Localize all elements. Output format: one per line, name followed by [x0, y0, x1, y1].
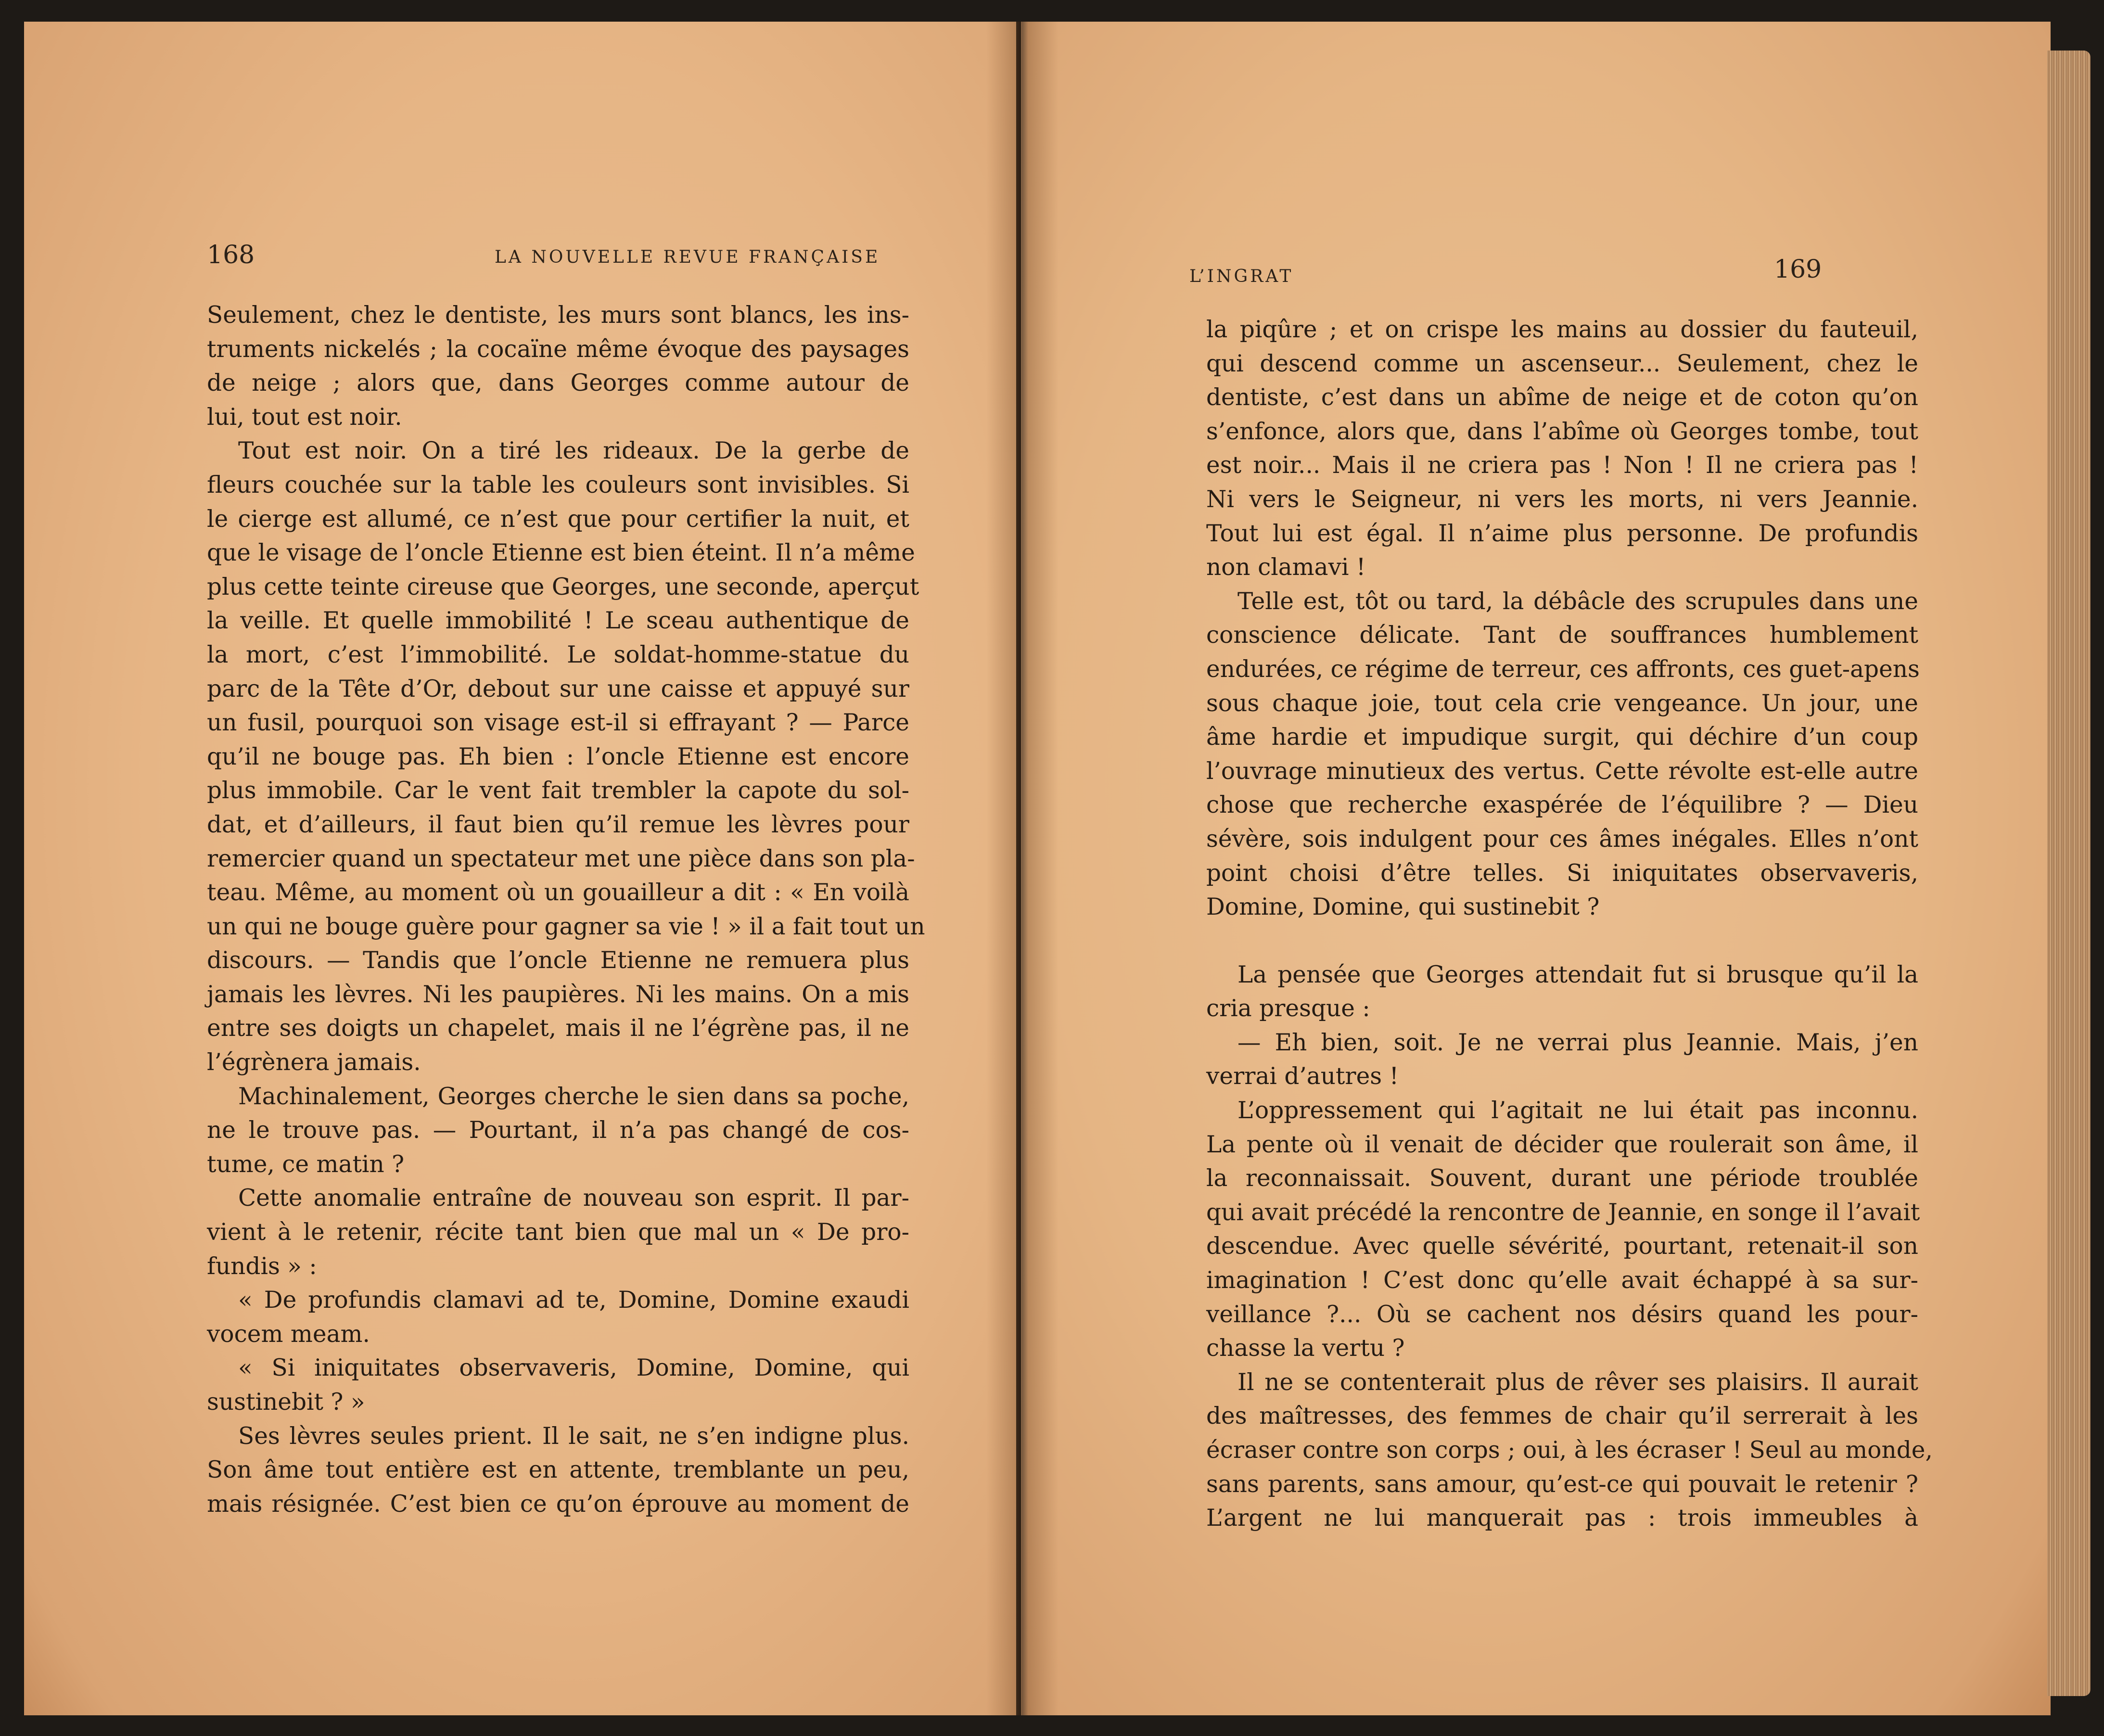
text-line: remercier quand un spectateur met une pièce dans son pla- — [207, 845, 915, 872]
text-line: parc de la Tête d’Or, debout sur une caisse et appuyé sur — [207, 675, 909, 702]
text-line: Tout est noir. On a tiré les rideaux. De la gerbe de — [238, 437, 909, 465]
right-running-head — [1021, 255, 2051, 294]
text-line: La pensée que Georges attendait fut si brusque qu’il la — [1237, 961, 1918, 988]
page-number-right: 169 — [1774, 255, 1822, 284]
text-line: Domine, Domine, qui sustinebit ? — [1206, 894, 1600, 921]
text-line: de neige ; alors que, dans Georges comme autour de — [207, 370, 909, 397]
text-line: endurées, ce régime de terreur, ces affronts, ces guet-apens — [1206, 655, 1920, 683]
text-line: non clamavi ! — [1206, 554, 1366, 581]
text-line: sans parents, sans amour, qu’est-ce qui pouvait le retenir ? — [1206, 1470, 1918, 1498]
text-line: un fusil, pourquoi son visage est-il si effrayant ? — Parce — [207, 709, 909, 737]
text-line: Cette anomalie entraîne de nouveau son esprit. Il par- — [238, 1185, 909, 1212]
text-line: la piqûre ; et on crispe les mains au dossier du fauteuil, — [1206, 316, 1918, 343]
text-line: sévère, sois indulgent pour ces âmes inégales. Elles n’ont — [1206, 825, 1918, 853]
text-line: l’ouvrage minutieux des vertus. Cette révolte est-elle autre — [1206, 757, 1918, 785]
text-line: chasse la vertu ? — [1206, 1335, 1405, 1362]
text-line: sustinebit ? » — [207, 1389, 365, 1416]
text-line: L’oppressement qui l’agitait ne lui était pas inconnu. — [1237, 1097, 1918, 1124]
text-line: teau. Même, au moment où un gouailleur a dit : « En voilà — [207, 879, 909, 906]
text-line: est noir... Mais il ne criera pas ! Non ! Il ne criera pas ! — [1206, 452, 1918, 479]
right-page-body — [1206, 313, 1933, 1535]
text-line: des maîtresses, des femmes de chair qu’il serrerait à les — [1206, 1403, 1918, 1430]
text-line: point choisi d’être telles. Si iniquitates observaveris, — [1206, 859, 1918, 887]
text-line: que le visage de l’oncle Etienne est bien éteint. Il n’a même — [207, 539, 915, 567]
text-line: verrai d’autres ! — [1206, 1063, 1399, 1090]
text-line: lui, tout est noir. — [207, 403, 402, 431]
text-line: un qui ne bouge guère pour gagner sa vie ! » il a fait tout un — [207, 913, 925, 940]
text-line: mais résignée. C’est bien ce qu’on éprouve au moment de — [207, 1490, 909, 1518]
right-page — [1021, 22, 2051, 1715]
text-line: entre ses doigts un chapelet, mais il ne l’égrène pas, il ne — [207, 1015, 909, 1042]
open-book — [24, 22, 2093, 1718]
text-line: « De profundis clamavi ad te, Domine, Domine exaudi — [238, 1287, 909, 1314]
text-line: qu’il ne bouge pas. Eh bien : l’oncle Etienne est encore — [207, 743, 909, 770]
text-line: fundis » : — [207, 1252, 317, 1280]
text-line: cria presque : — [1206, 995, 1370, 1022]
text-line: sous chaque joie, tout cela crie vengeance. Un jour, une — [1206, 689, 1918, 717]
text-line: — Eh bien, soit. Je ne verrai plus Jeannie. Mais, j’en — [1237, 1029, 1918, 1056]
text-line: écraser contre son corps ; oui, à les écraser ! Seul au monde, — [1206, 1437, 1933, 1464]
text-line: tume, ce matin ? — [207, 1150, 405, 1178]
text-line: qui descend comme un ascenseur... Seulement, chez le — [1206, 350, 1918, 377]
text-line: chose que recherche exaspérée de l’équilibre ? — Dieu — [1206, 791, 1918, 819]
chapter-title-header: L’INGRAT — [1189, 267, 1294, 286]
text-line: Ses lèvres seules prient. Il le sait, ne s’en indigne plus. — [238, 1422, 909, 1450]
text-line: Il ne se contenterait plus de rêver ses plaisirs. Il aurait — [1237, 1368, 1918, 1396]
text-line: L’argent ne lui manquerait pas : trois immeubles à — [1206, 1505, 1918, 1532]
text-line: truments nickelés ; la cocaïne même évoque des paysages — [207, 335, 909, 363]
text-line: la reconnaissait. Souvent, durant une période troublée — [1206, 1165, 1918, 1192]
text-line: l’égrènera jamais. — [207, 1049, 421, 1076]
text-line: qui avait précédé la rencontre de Jeannie, en songe il l’avait — [1206, 1199, 1920, 1226]
text-line: veillance ?... Où se cachent nos désirs quand les pour- — [1206, 1301, 1918, 1328]
left-running-head — [24, 241, 1016, 279]
text-line: fleurs couchée sur la table les couleurs sont invisibles. Si — [207, 471, 909, 498]
text-line: imagination ! C’est donc qu’elle avait échappé à sa sur- — [1206, 1267, 1918, 1294]
text-line: Ni vers le Seigneur, ni vers les morts, ni vers Jeannie. — [1206, 485, 1918, 513]
text-line: le cierge est allumé, ce n’est que pour certifier la nuit, et — [207, 505, 909, 533]
text-line: âme hardie et impudique surgit, qui déchire d’un coup — [1206, 724, 1918, 751]
text-line: plus immobile. Car le vent fait trembler la capote du sol- — [207, 777, 909, 804]
left-page-body — [207, 298, 925, 1521]
text-line: s’enfonce, alors que, dans l’abîme où Georges tombe, tout — [1206, 418, 1918, 445]
journal-title-header: LA NOUVELLE REVUE FRANÇAISE — [495, 247, 880, 267]
text-line: « Si iniquitates observaveris, Domine, Domine, qui — [238, 1354, 909, 1382]
text-line: dentiste, c’est dans un abîme de neige et de coton qu’on — [1206, 384, 1918, 411]
text-line: conscience délicate. Tant de souffrances humblement — [1206, 622, 1918, 649]
text-line: vocem meam. — [207, 1320, 370, 1348]
text-line: Tout lui est égal. Il n’aime plus personne. De profundis — [1206, 520, 1918, 547]
text-line: la mort, c’est l’immobilité. Le soldat-homme-statue du — [207, 641, 909, 668]
text-line: vient à le retenir, récite tant bien que mal un « De pro- — [207, 1219, 909, 1246]
left-page — [24, 22, 1016, 1715]
text-line: dat, et d’ailleurs, il faut bien qu’il remue les lèvres pour — [207, 811, 909, 838]
text-line: ne le trouve pas. — Pourtant, il n’a pas changé de cos- — [207, 1117, 909, 1144]
page-number-left: 168 — [207, 241, 255, 269]
text-line: discours. — Tandis que l’oncle Etienne ne remuera plus — [207, 947, 909, 974]
text-line: Telle est, tôt ou tard, la débâcle des scrupules dans une — [1237, 587, 1918, 615]
text-line: Machinalement, Georges cherche le sien dans sa poche, — [238, 1083, 909, 1110]
text-line: plus cette teinte cireuse que Georges, une seconde, aperçut — [207, 573, 919, 600]
text-line: La pente où il venait de décider que roulerait son âme, il — [1206, 1131, 1918, 1158]
text-line: Seulement, chez le dentiste, les murs sont blancs, les ins- — [207, 302, 909, 329]
text-line: descendue. Avec quelle sévérité, pourtant, retenait-il son — [1206, 1233, 1918, 1260]
text-line: jamais les lèvres. Ni les paupières. Ni les mains. On a mis — [207, 981, 909, 1008]
text-line: Son âme tout entière est en attente, tremblante un peu, — [207, 1456, 909, 1484]
text-line: la veille. Et quelle immobilité ! Le sceau authentique de — [207, 607, 909, 635]
page-edges — [2047, 51, 2091, 1696]
